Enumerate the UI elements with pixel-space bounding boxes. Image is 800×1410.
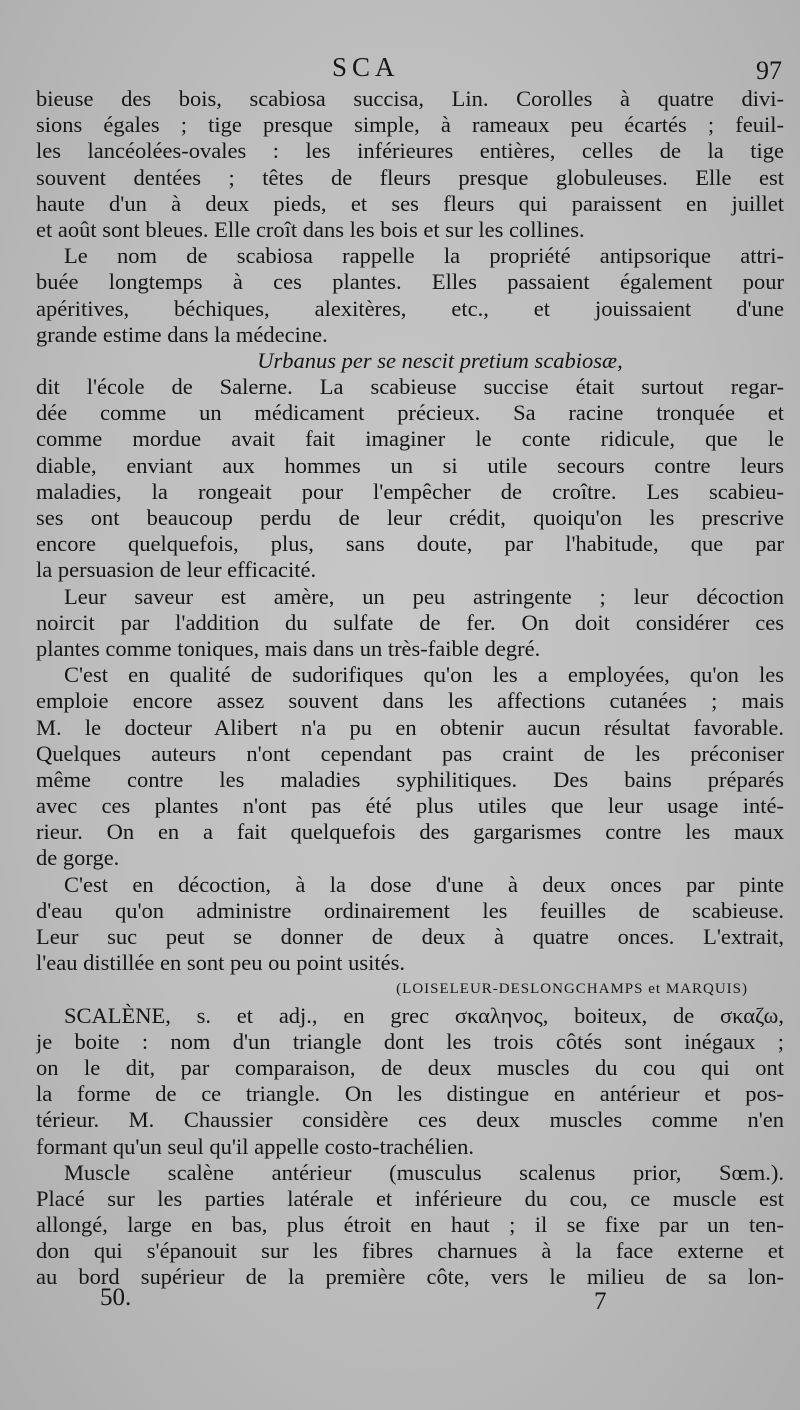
text-line: noircit par l'addition du sulfate de fer. On doit considérer ces <box>36 609 784 635</box>
latin-citation: Urbanus per se nescit pretium scabiosæ, <box>257 347 623 373</box>
text-line: C'est en décoction, à la dose d'une à deux onces par pinte <box>64 871 784 897</box>
text-line: Quelques auteurs n'ont cependant pas craint de les préconiser <box>36 740 784 766</box>
text-line: même contre les maladies syphilitiques. Des bains préparés <box>36 766 784 792</box>
text-line: Placé sur les parties latérale et inférieure du cou, ce muscle est <box>36 1185 784 1211</box>
text-line: comme mordue avait fait imaginer le conte ridicule, que le <box>36 426 784 452</box>
text-line: Muscle scalène antérieur (musculus scalenus prior, Sœm.). <box>64 1159 784 1185</box>
text-line: C'est en qualité de sudorifiques qu'on les a employées, qu'on les <box>64 662 784 688</box>
text-line: dit l'école de Salerne. La scabieuse succise était surtout regar- <box>36 374 784 400</box>
body-text <box>36 86 784 1291</box>
text-line: don qui s'épanouit sur les fibres charnues à la face externe et <box>36 1238 784 1264</box>
text-line: et août sont bleues. Elle croît dans les bois et sur les collines. <box>36 216 585 242</box>
text-line: térieur. M. Chaussier considère ces deux muscles comme n'en <box>36 1107 784 1133</box>
running-head: SCA <box>332 52 400 82</box>
text-line: buée longtemps à ces plantes. Elles passaient également pour <box>36 269 784 295</box>
text-line: dée comme un médicament précieux. Sa racine tronquée et <box>36 400 784 426</box>
page-footer <box>0 1284 800 1318</box>
text-line: allongé, large en bas, plus étroit en haut ; il se fixe par un ten- <box>36 1212 784 1238</box>
gathering-number: 7 <box>594 1288 607 1315</box>
entry-heading-line: SCALÈNE, s. et adj., en grec σκαληνος, boiteux, de σκαζω, <box>64 1002 784 1028</box>
text-line: M. le docteur Alibert n'a pu en obtenir aucun résultat favorable. <box>36 714 784 740</box>
text-line: plantes comme toniques, mais dans un très-faible degré. <box>36 635 541 661</box>
text-line: encore quelquefois, plus, sans doute, par l'habitude, que par <box>36 531 784 557</box>
text-line: grande estime dans la médecine. <box>36 321 328 347</box>
text-line: maladies, la rongeait pour l'empêcher de croître. Les scabieu- <box>36 478 784 504</box>
text-line: d'eau qu'on administre ordinairement les feuilles de scabieuse. <box>36 897 784 923</box>
text-line: Le nom de scabiosa rappelle la propriété antipsorique attri- <box>64 243 784 269</box>
signature-mark: 50. <box>100 1284 132 1311</box>
text-line: la persuasion de leur efficacité. <box>36 557 317 583</box>
text-line: l'eau distillée en sont peu ou point usités. <box>36 950 405 976</box>
text-line: je boite : nom d'un triangle dont les trois côtés sont inégaux ; <box>36 1028 784 1054</box>
text-line: avec ces plantes n'ont pas été plus utiles que leur usage inté- <box>36 793 784 819</box>
text-line: haute d'un à deux pieds, et ses fleurs qui paraissent en juillet <box>36 190 784 216</box>
text-line: apéritives, béchiques, alexitères, etc., et jouissaient d'une <box>36 295 784 321</box>
text-line: Leur suc peut se donner de deux à quatre onces. L'extrait, <box>36 924 784 949</box>
page-number: 97 <box>756 56 782 85</box>
text-line: formant qu'un seul qu'il appelle costo-trachélien. <box>36 1133 474 1159</box>
text-line: les lancéolées-ovales : les inférieures entières, celles de la tige <box>36 138 784 164</box>
page-header <box>0 52 800 88</box>
text-line: Leur saveur est amère, un peu astringente ; leur décoction <box>64 583 784 609</box>
text-line: diable, enviant aux hommes un si utile secours contre leurs <box>36 452 784 478</box>
text-line: souvent dentées ; têtes de fleurs presque globuleuses. Elle est <box>36 164 784 190</box>
text-line: rieur. On en a fait quelquefois des gargarismes contre les maux <box>36 819 784 845</box>
text-line: au bord supérieur de la première côte, vers le milieu de sa lon- <box>36 1264 784 1290</box>
text-line: la forme de ce triangle. On les distingue en antérieur et pos- <box>36 1081 784 1107</box>
text-line: ses ont beaucoup perdu de leur crédit, quoiqu'on les prescrive <box>36 505 784 530</box>
author-byline: (LOISELEUR-DESLONGCHAMPS et MARQUIS) <box>396 981 748 998</box>
text-line: bieuse des bois, scabiosa succisa, Lin. Corolles à quatre divi- <box>36 86 784 111</box>
text-line: sions égales ; tige presque simple, à rameaux peu écartés ; feuil- <box>36 112 784 138</box>
text-line: emploie encore assez souvent dans les affections cutanées ; mais <box>36 688 784 714</box>
text-line: on le dit, par comparaison, de deux muscles du cou qui ont <box>36 1054 784 1080</box>
text-line: de gorge. <box>36 845 120 871</box>
